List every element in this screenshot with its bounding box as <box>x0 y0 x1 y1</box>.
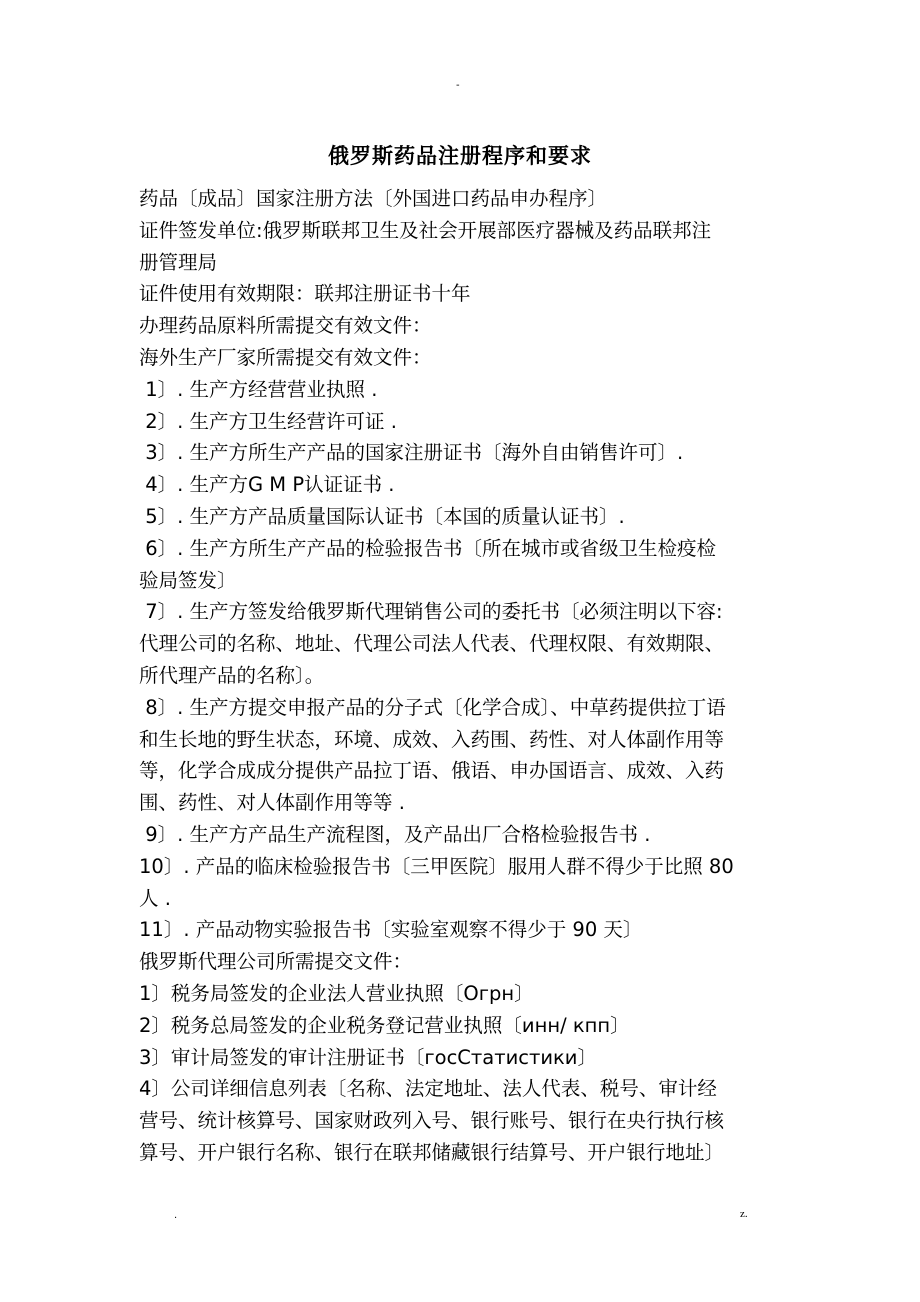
list-item: 1〕. 生产方经营营业执照 . <box>139 377 378 401</box>
body-line: 证件使用有效期限：联邦注册证书十年 <box>139 282 471 306</box>
list-item-continuation: 所代理产品的名称〕。 <box>139 663 325 687</box>
list-item: 2〕. 生产方卫生经营许可证 . <box>139 409 397 433</box>
list-item: 11〕. 产品动物实验报告书〔实验室观察不得少于 90 天〕 <box>139 918 643 942</box>
list-item: 7〕. 生产方签发给俄罗斯代理销售公司的委托书〔必须注明以下容: <box>139 600 723 624</box>
document-body <box>139 183 789 1169</box>
body-line: 证件签发单位:俄罗斯联邦卫生及社会开展部医疗器械及药品联邦注 <box>139 218 712 242</box>
document-title: 俄罗斯药品注册程序和要求 <box>328 144 592 168</box>
list-item: 2〕税务总局签发的企业税务登记营业执照〔инн/ кпп〕 <box>139 1013 630 1037</box>
body-line: 药品〔成品〕国家注册方法〔外国进口药品申办程序〕 <box>139 187 608 210</box>
list-item: 5〕. 生产方产品质量国际认证书〔本国的质量认证书〕. <box>139 504 625 528</box>
list-item-continuation: 验局签发〕 <box>139 568 237 592</box>
body-line: 办理药品原料所需提交有效文件： <box>139 314 432 338</box>
list-item-continuation: 等，化学合成成分提供产品拉丁语、俄语、申办国语言、成效、入药 <box>139 759 725 783</box>
list-item-continuation: 算号、开户银行名称、银行在联邦储藏银行结算号、开户银行地址〕 <box>139 1140 725 1164</box>
list-item: 3〕. 生产方所生产产品的国家注册证书〔海外自由销售许可〕. <box>139 441 684 465</box>
list-item-continuation: 营号、统计核算号、国家财政列入号、银行账号、银行在央行执行核 <box>139 1109 725 1133</box>
list-item: 4〕公司详细信息列表〔名称、法定地址、法人代表、税号、审计经 <box>139 1077 717 1101</box>
list-item: 6〕. 生产方所生产产品的检验报告书〔所在城市或省级卫生检疫检 <box>139 536 717 560</box>
list-item: 8〕. 生产方提交申报产品的分子式〔化学合成〕、中草药提供拉丁语 <box>139 695 726 719</box>
list-item: 9〕. 生产方产品生产流程图，及产品出厂合格检验报告书 . <box>139 822 651 846</box>
list-item-continuation: 代理公司的名称、地址、代理公司法人代表、代理权限、有效期限、 <box>139 632 725 656</box>
body-line: 册管理局 <box>139 250 218 274</box>
list-item-continuation: 围、药性、对人体副作用等等 . <box>139 791 405 815</box>
list-item-continuation: 人 . <box>139 886 171 910</box>
list-item-continuation: 和生长地的野生状态，环境、成效、入药围、药性、对人体副作用等 <box>139 727 725 751</box>
section-heading: 俄罗斯代理公司所需提交文件： <box>139 950 413 974</box>
list-item: 4〕. 生产方G M P认证证书 . <box>139 473 395 497</box>
body-line: 海外生产厂家所需提交有效文件： <box>139 345 432 369</box>
list-item: 3〕审计局签发的审计注册证书〔госСтатистики〕 <box>139 1045 597 1069</box>
list-item: 10〕. 产品的临床检验报告书〔三甲医院〕服用人群不得少于比照 80 <box>139 854 734 878</box>
list-item: 1〕税务局签发的企业法人营业执照〔Огрн〕 <box>139 981 534 1005</box>
header-mark: - <box>456 80 460 91</box>
footer-right-mark: z. <box>740 1208 748 1220</box>
footer-left-mark: . <box>174 1210 178 1221</box>
